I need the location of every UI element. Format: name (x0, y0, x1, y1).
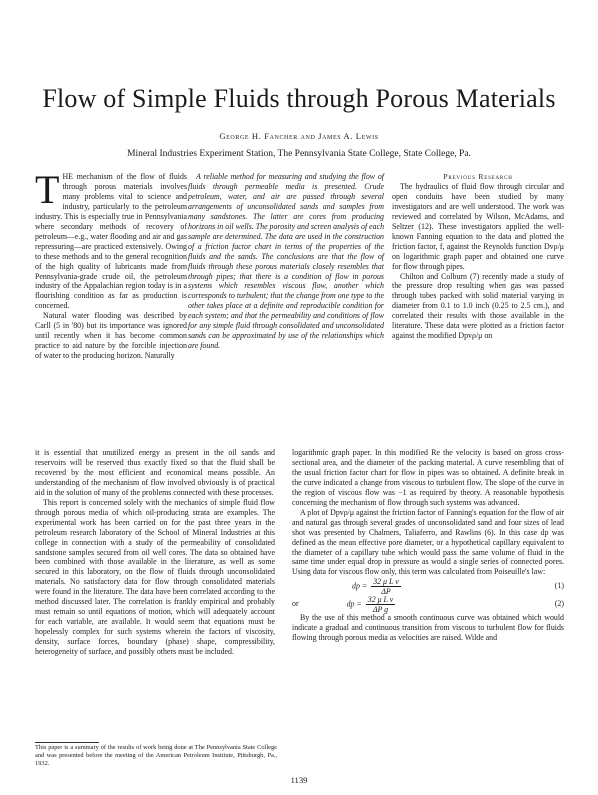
body-paragraph: By the use of this method a smooth continuous curve was obtained which would indicate a gradual and continuous transition from viscous to turbulent flow for fluids flowing through porous media as velocities are raised. Wilde and (292, 613, 564, 643)
equation-2 (292, 595, 564, 613)
equation-number: (1) (554, 581, 564, 591)
equation-lhs: dp = (352, 581, 368, 591)
page-number: 1139 (290, 775, 308, 785)
equation-fraction (371, 577, 401, 596)
equation-denominator: ΔP g (372, 604, 389, 614)
equation-number: (2) (554, 599, 564, 609)
equation-conjunction: or (292, 599, 299, 609)
previous-research-column (392, 172, 564, 341)
drop-cap: T (35, 167, 60, 212)
abstract-text: A reliable method for measuring and studying the flow of fluids through permeable media is presented. Crude petroleum, water, and air are passed through several arrangements of unconsolidated sands and samples from many sandstones. The latter are cores from producing horizons in oil wells. The porosity and screen analysis of each sample are determined. The data are used in the construction of a friction factor chart in terms of the properties of the fluids and the sands. The conclusions are that the flow of fluids through these porous materials closely resembles that through pipes; that there is a condition of flow in porous systems which resembles viscous flow, another which corresponds to turbulent; that the change from one type to the other takes place at a definite and reproducible condition for each system; and that the permeability and conditions of flow for any simple fluid through consolidated and unconsolidated sands can be approximated by use of the relationships which are found. (188, 172, 385, 351)
research-paragraph-1: The hydraulics of fluid flow through circular and open conduits have been studied by many investigators and are well understood. The work was reviewed and correlated by Wilson, McAdams, and Seltzer (12). These investigators applied the well-known Fanning equation to the data and plotted the friction factor, f, against the Reynolds function Dvρ/μ on logarithmic graph paper and obtained one curve for flow through pipes. (392, 181, 564, 271)
equation-denominator: ΔP (381, 586, 391, 596)
footnote: This paper is a summary of the results of work being done at The Pennsylvania State College and was presented before the meeting of the American Petroleum Institute, Pittsburgh, Pa., 1932. (35, 744, 277, 767)
intro-paragraph (35, 167, 187, 311)
article-title: Flow of Simple Fluids through Porous Materials (42, 84, 556, 114)
body-paragraph: it is essential that unutilized energy as present in the oil sands and reservoirs will be reserved thus exactly fixed so that the fluid shall be recovered by the most efficient and economical means possible. An understanding of the mechanism of flow involved obviously is of practical aid in the solution of many of the problems connected with these processes. (35, 448, 275, 497)
equation-numerator: 32 μ L v (373, 576, 399, 586)
author-affiliation: Mineral Industries Experiment Station, The Pennsylvania State College, State College, Pa. (127, 149, 471, 159)
lower-right-column (292, 448, 564, 643)
intro-text: HE mechanism of the flow of fluids through porous materials involves many problems vital to science and industry, particularly to the petroleum industry. This is especially true in Pennsylvania where secondary methods of recovery of petroleum—e.g., water flooding and air and gas repressuring—are practiced extensively. Owing to these methods and to the general recognition of the high quality of lubricants made from Pennsylvania-grade crude oil, the petroleum industry of the Appalachian region today is in a flourishing condition as far as production is concerned. (35, 172, 187, 311)
equation-1 (292, 577, 564, 595)
research-paragraph-2: Chilton and Colburn (7) recently made a study of the pressure drop resulting when gas was passed through tubes packed with solid material varying in diameter from 0.1 to 1.0 inch (0.25 to 2.5 cm.), and correlated their results with those available in the literature. These data were plotted as a friction factor against the modified Dpvρ/μ on (392, 271, 564, 341)
equation-lhs: dp = (346, 599, 362, 609)
section-heading: Previous Research (443, 172, 513, 181)
body-paragraph: A plot of Dpvρ/μ against the friction factor of Fanning's equation for the flow of air and natural gas through several grades of unconsolidated sand and four sizes of lead shot was presented by Chalmers, Taliaferro, and Rawlins (6). In this case dp was defined as the mean effective pore diameter, or a hypothetical capillary equivalent to the diameter of a capillary tube which would pass the same volume of fluid in the same time under equal drop in pressure as would a single series of connected pores. Using data for viscous flow only, this term was calculated from Poiseuille's law: (292, 507, 564, 577)
article-authors: George H. Fancher and James A. Lewis (219, 131, 379, 141)
body-paragraph: logarithmic graph paper. In this modified Re the velocity is based on gross cross-sectional area, and the diameter of the packing material. A curve resembling that of the usual friction factor chart for flow in pipes was so obtained. A definite break in the curve indicated a change from viscous to turbulent flow. The slope of the curve in the region of viscous flow was −1 as required by theory. A reasonable hypothesis concerning the mechanism of flow through such systems was advanced. (292, 448, 564, 507)
equation-fraction (366, 595, 396, 614)
abstract (188, 172, 384, 351)
lower-left-column (35, 448, 275, 657)
equation-numerator: 32 μ L v (367, 594, 394, 604)
body-paragraph: This report is concerned solely with the mechanics of simple fluid flow through porous media of which oil-producing strata are examples. The experimental work has been carried on for the past three years in the petroleum research laboratory of the School of Mineral Industries at this college in connection with a study of the permeability of consolidated sandstone samples secured from oil well cores. The data so obtained have been combined with those available in the literature, as well as some secured in this laboratory, on the flow of fluids through unconsolidated materials. No satisfactory data for flow through consolidated materials were found in the literature. The data have been correlated according to the method discussed later. The correlation is frankly empirical and probably must remain so until equations of motion, which will adequately account for each variable, are available. It would seem that equations must be hopelessly complex for such systems wherein the factors of viscosity, density, surface forces, boundary (phase) shape, compressibility, heterogeneity of surface, and possibly others must be included. (35, 497, 275, 657)
intro-column (35, 167, 187, 361)
footnote-divider (35, 742, 99, 743)
intro-paragraph-2: Natural water flooding was described by Carll (5 in '80) but its importance was ignored until recently when it has become common practice to aid nature by the forcible injection of water to the producing horizon. Naturally (35, 311, 187, 361)
